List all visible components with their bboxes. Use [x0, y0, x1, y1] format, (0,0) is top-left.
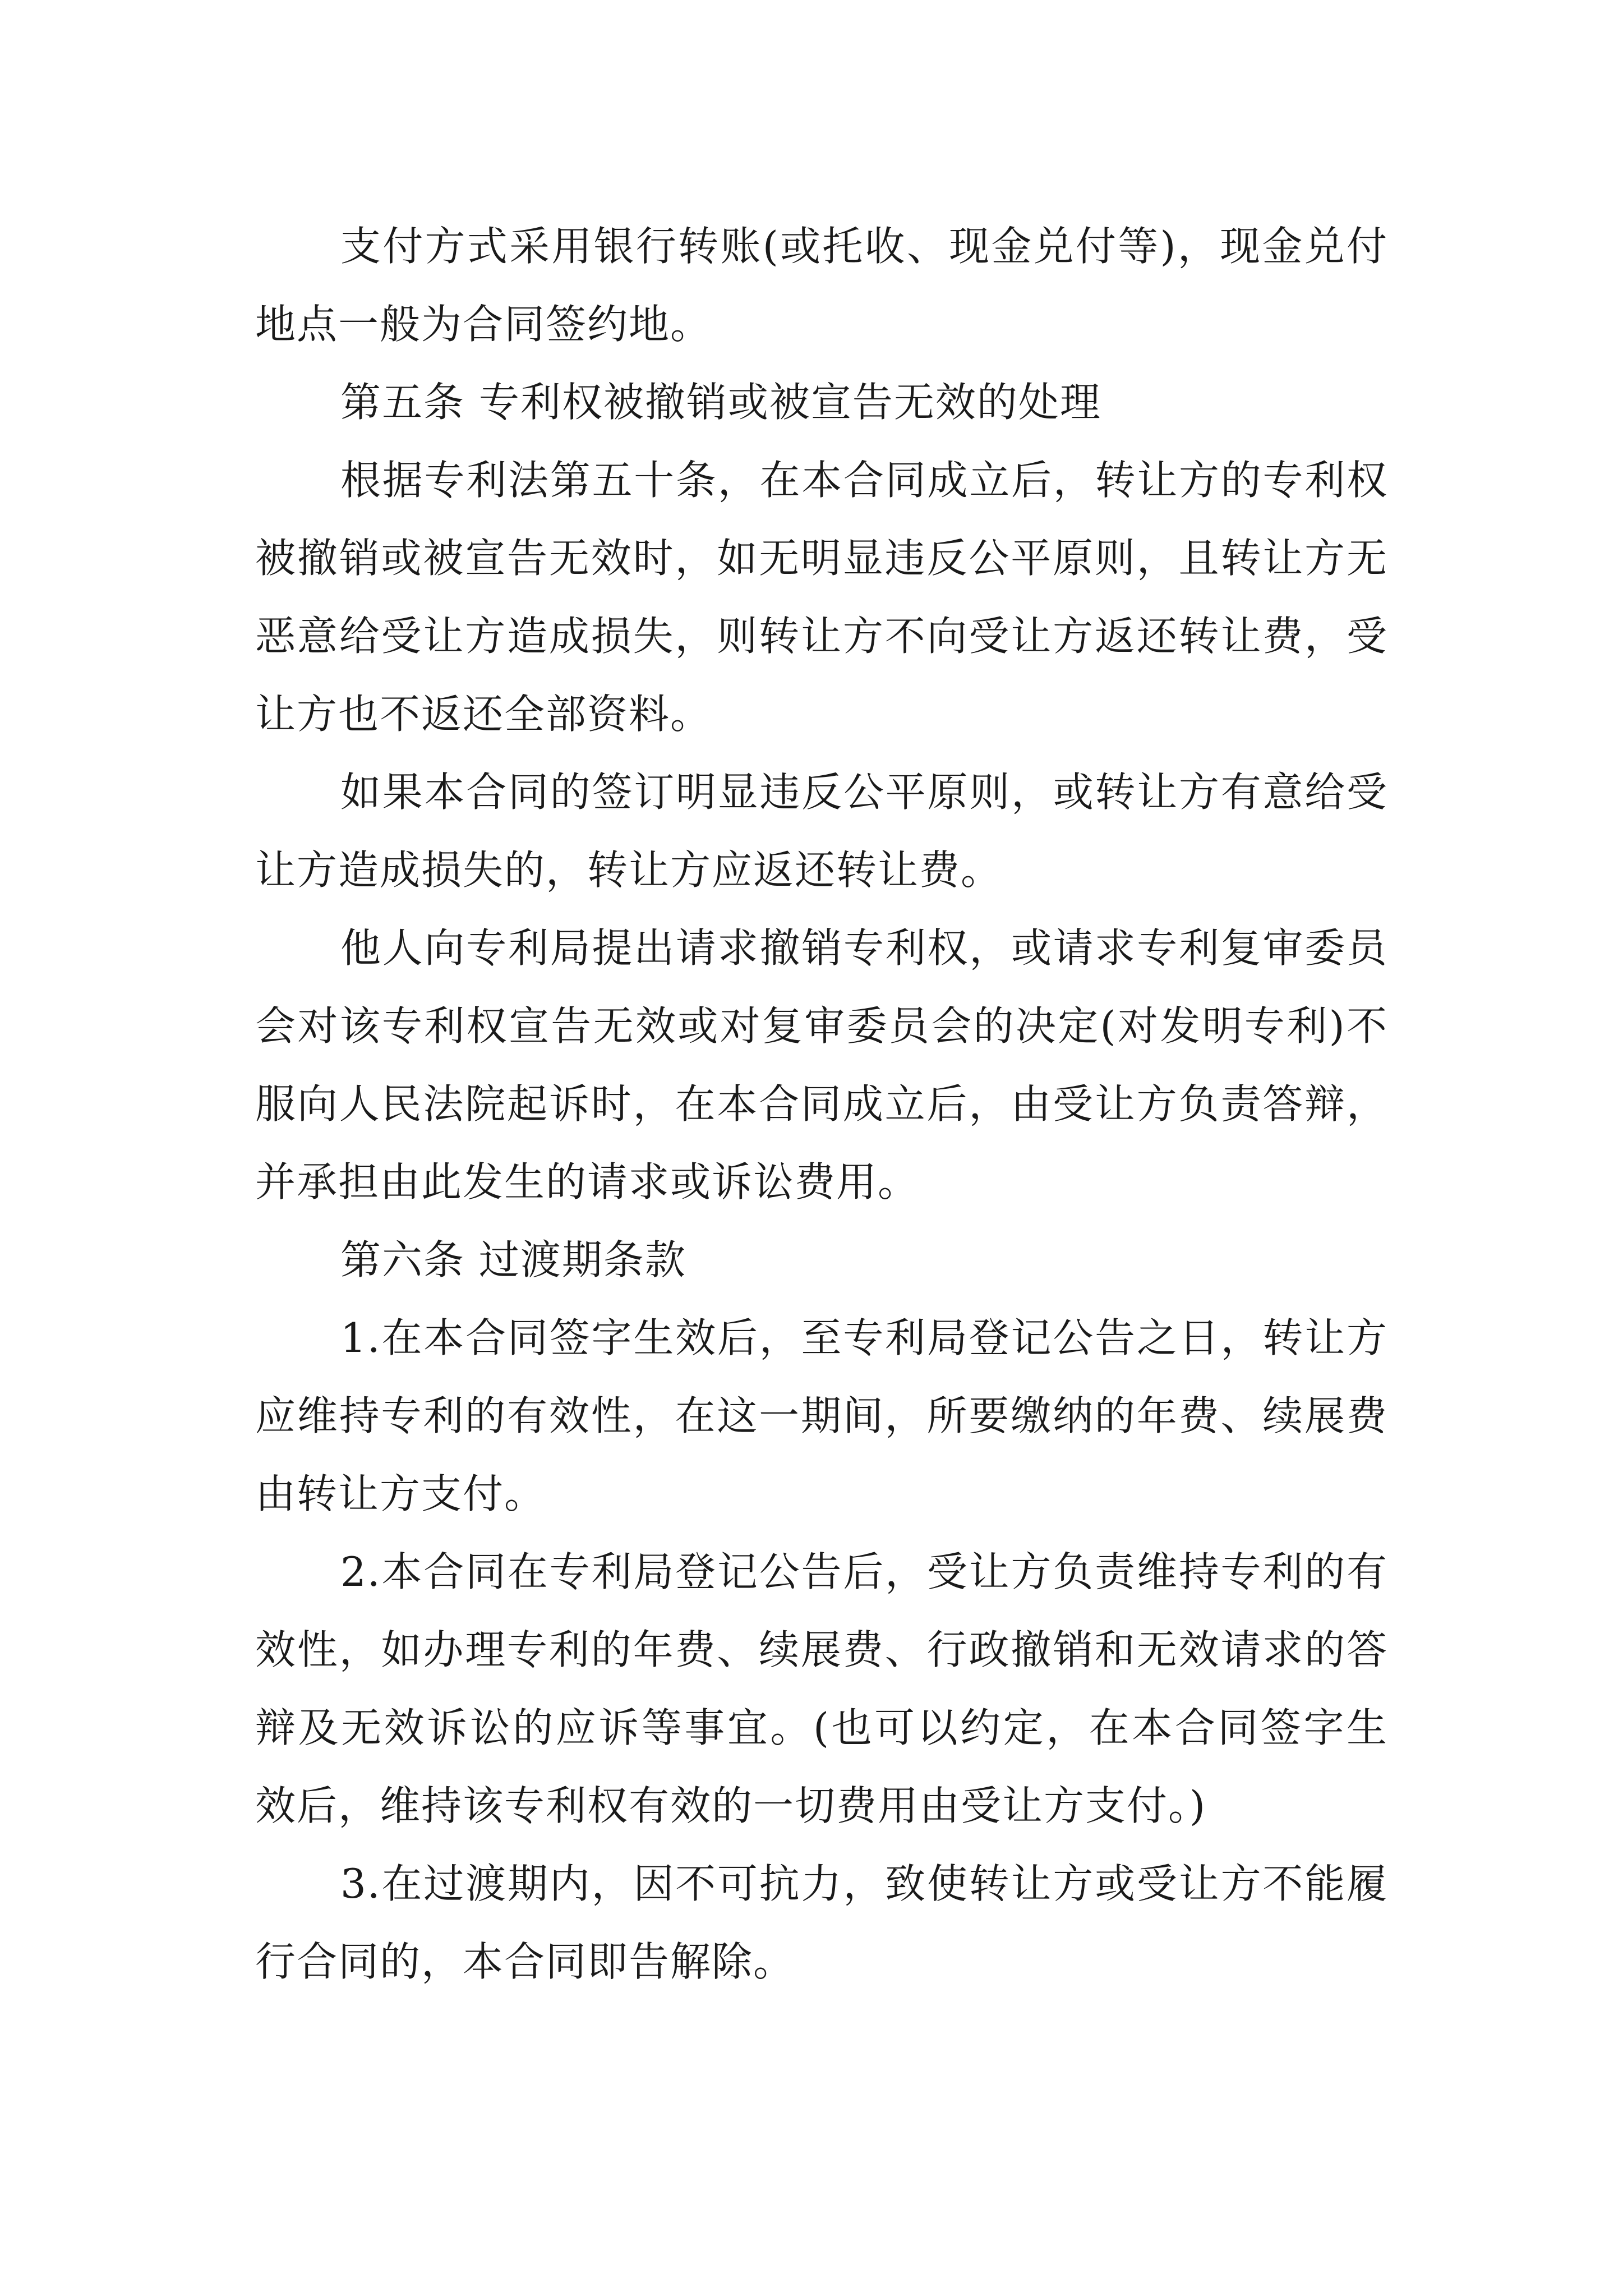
article-6-heading: 第六条 过渡期条款 — [340, 1236, 686, 1283]
paragraph-article-6-item-3: 3.在过渡期内，因不可抗力，致使转让方或受让方不能履行合同的，本合同即告解除。 — [255, 1860, 1388, 1985]
paragraph-article-5-clause-2: 如果本合同的签订明显违反公平原则，或转让方有意给受让方造成损失的，转让方应返还转让费。 — [255, 769, 1388, 894]
article-5-heading: 第五条 专利权被撤销或被宣告无效的处理 — [340, 379, 1101, 426]
paragraph-article-6-item-2: 2.本合同在专利局登记公告后，受让方负责维持专利的有效性，如办理专利的年费、续展费、行政撤销和无效请求的答辩及无效诉讼的应诉等事宜。(也可以约定，在本合同签字生效后，维持该专利权有效的一切费用由受让方支付。) — [255, 1548, 1388, 1829]
document-body — [255, 208, 1388, 2001]
paragraph-payment-method: 支付方式采用银行转账(或托收、现金兑付等)，现金兑付地点一般为合同签约地。 — [255, 223, 1388, 348]
paragraph-article-5-clause-1: 根据专利法第五十条，在本合同成立后，转让方的专利权被撤销或被宣告无效时，如无明显违反公平原则，且转让方无恶意给受让方造成损失，则转让方不向受让方返还转让费，受让方也不返还全部资料。 — [255, 457, 1388, 738]
paragraph-article-5-clause-3: 他人向专利局提出请求撤销专利权，或请求专利复审委员会对该专利权宣告无效或对复审委员会的决定(对发明专利)不服向人民法院起诉时，在本合同成立后，由受让方负责答辩，并承担由此发生的请求或诉讼费用。 — [255, 924, 1388, 1205]
paragraph-article-6-item-1: 1.在本合同签字生效后，至专利局登记公告之日，转让方应维持专利的有效性，在这一期间，所要缴纳的年费、续展费由转让方支付。 — [255, 1314, 1388, 1517]
